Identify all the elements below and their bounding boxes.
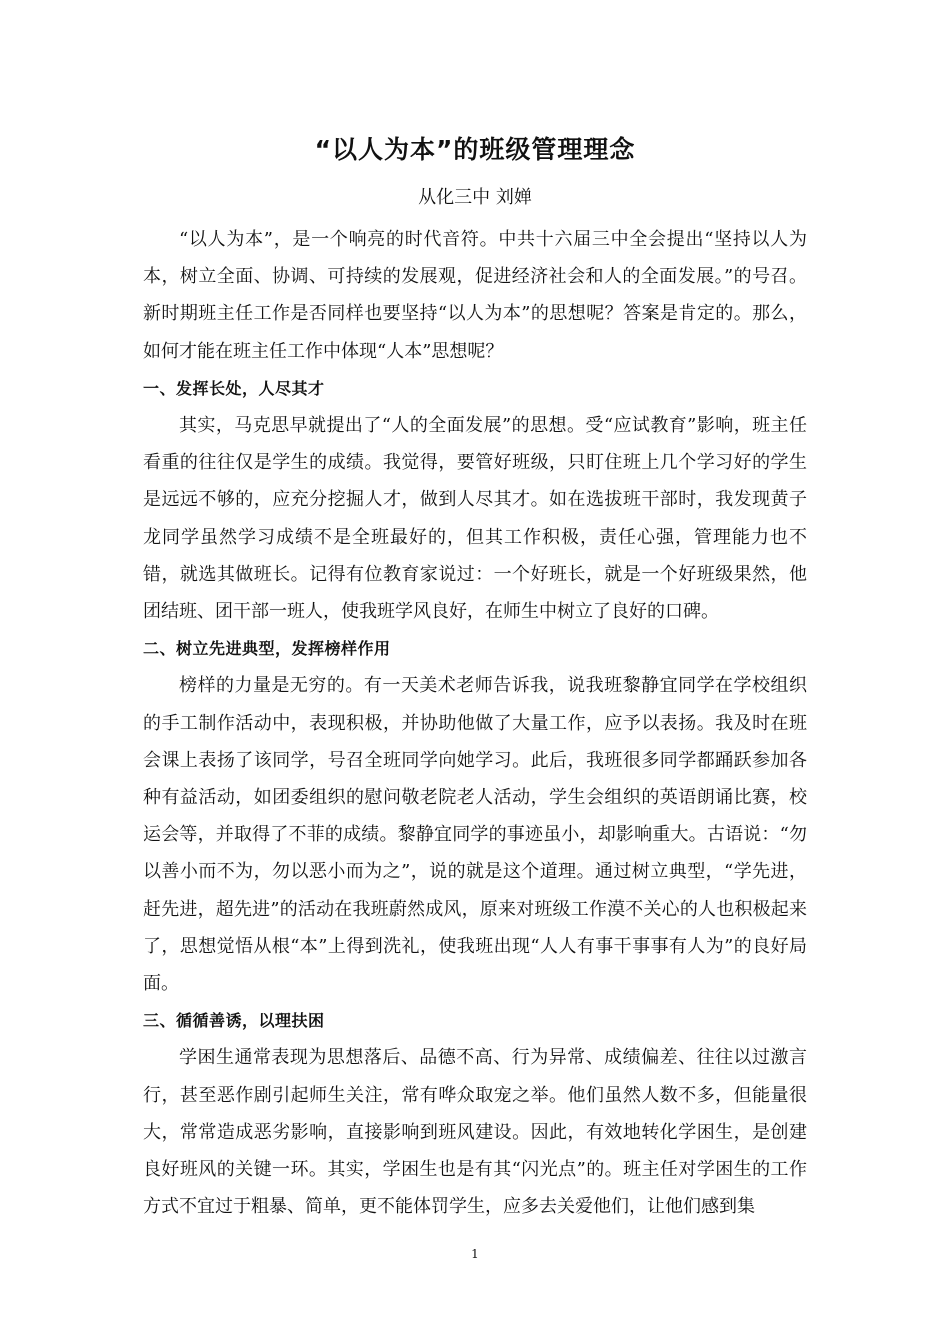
section-heading: 二、树立先进典型，发挥榜样作用 bbox=[143, 639, 391, 659]
document-body bbox=[143, 221, 807, 1225]
section-heading: 一、发挥长处，人尽其才 bbox=[143, 378, 325, 398]
page-number: 1 bbox=[471, 1247, 479, 1261]
intro-paragraph: “以人为本”，是一个响亮的时代音符。中共十六届三中全会提出“坚持以人为本，树立全面、协调、可持续的发展观，促进经济社会和人的全面发展。”的号召。新时期班主任工作是否同样也要坚持“以人为本”的思想呢？答案是肯定的。那么，如何才能在班主任工作中体现“人本”思想呢？ bbox=[143, 229, 807, 362]
document-author: 从化三中 刘婵 bbox=[418, 187, 532, 208]
section-paragraph: 学困生通常表现为思想落后、品德不高、行为异常、成绩偏差、往往以过激言行，甚至恶作剧引起师生关注，常有哗众取宠之举。他们虽然人数不多，但能量很大，常常造成恶劣影响，直接影响到班风建设。因此，有效地转化学困生，是创建良好班风的关键一环。其实，学困生也是有其“闪光点”的。班主任对学困生的工作方式不宜过于粗暴、简单，更不能体罚学生，应多去关爱他们，让他们感到集 bbox=[143, 1047, 807, 1218]
section-paragraph: 其实，马克思早就提出了“人的全面发展”的思想。受“应试教育”影响，班主任看重的往往仅是学生的成绩。我觉得，要管好班级，只盯住班上几个学习好的学生是远远不够的，应充分挖掘人才，做到人尽其才。如在选拔班干部时，我发现黄子龙同学虽然学习成绩不是全班最好的，但其工作积极，责任心强，管理能力也不错，就选其做班长。记得有位教育家说过：一个好班长，就是一个好班级果然，他团结班、团干部一班人，使我班学风良好，在师生中树立了良好的口碑。 bbox=[143, 415, 807, 623]
section-paragraph: 榜样的力量是无穷的。有一天美术老师告诉我，说我班黎静宜同学在学校组织的手工制作活动中，表现积极，并协助他做了大量工作，应予以表扬。我及时在班会课上表扬了该同学，号召全班同学向她学习。此后，我班很多同学都踊跃参加各种有益活动，如团委组织的慰问敬老院老人活动，学生会组织的英语朗诵比赛，校运会等，并取得了不菲的成绩。黎静宜同学的事迹虽小，却影响重大。古语说：“勿以善小而不为，勿以恶小而为之”，说的就是这个道理。通过树立典型，“学先进，赶先进，超先进”的活动在我班蔚然成风，原来对班级工作漠不关心的人也积极起来了，思想觉悟从根“本”上得到洗礼，使我班出现“人人有事干事事有人为”的良好局面。 bbox=[143, 675, 807, 995]
document-title: “以人为本”的班级管理理念 bbox=[314, 135, 636, 164]
section-heading: 三、循循善诱，以理扶困 bbox=[143, 1011, 325, 1031]
